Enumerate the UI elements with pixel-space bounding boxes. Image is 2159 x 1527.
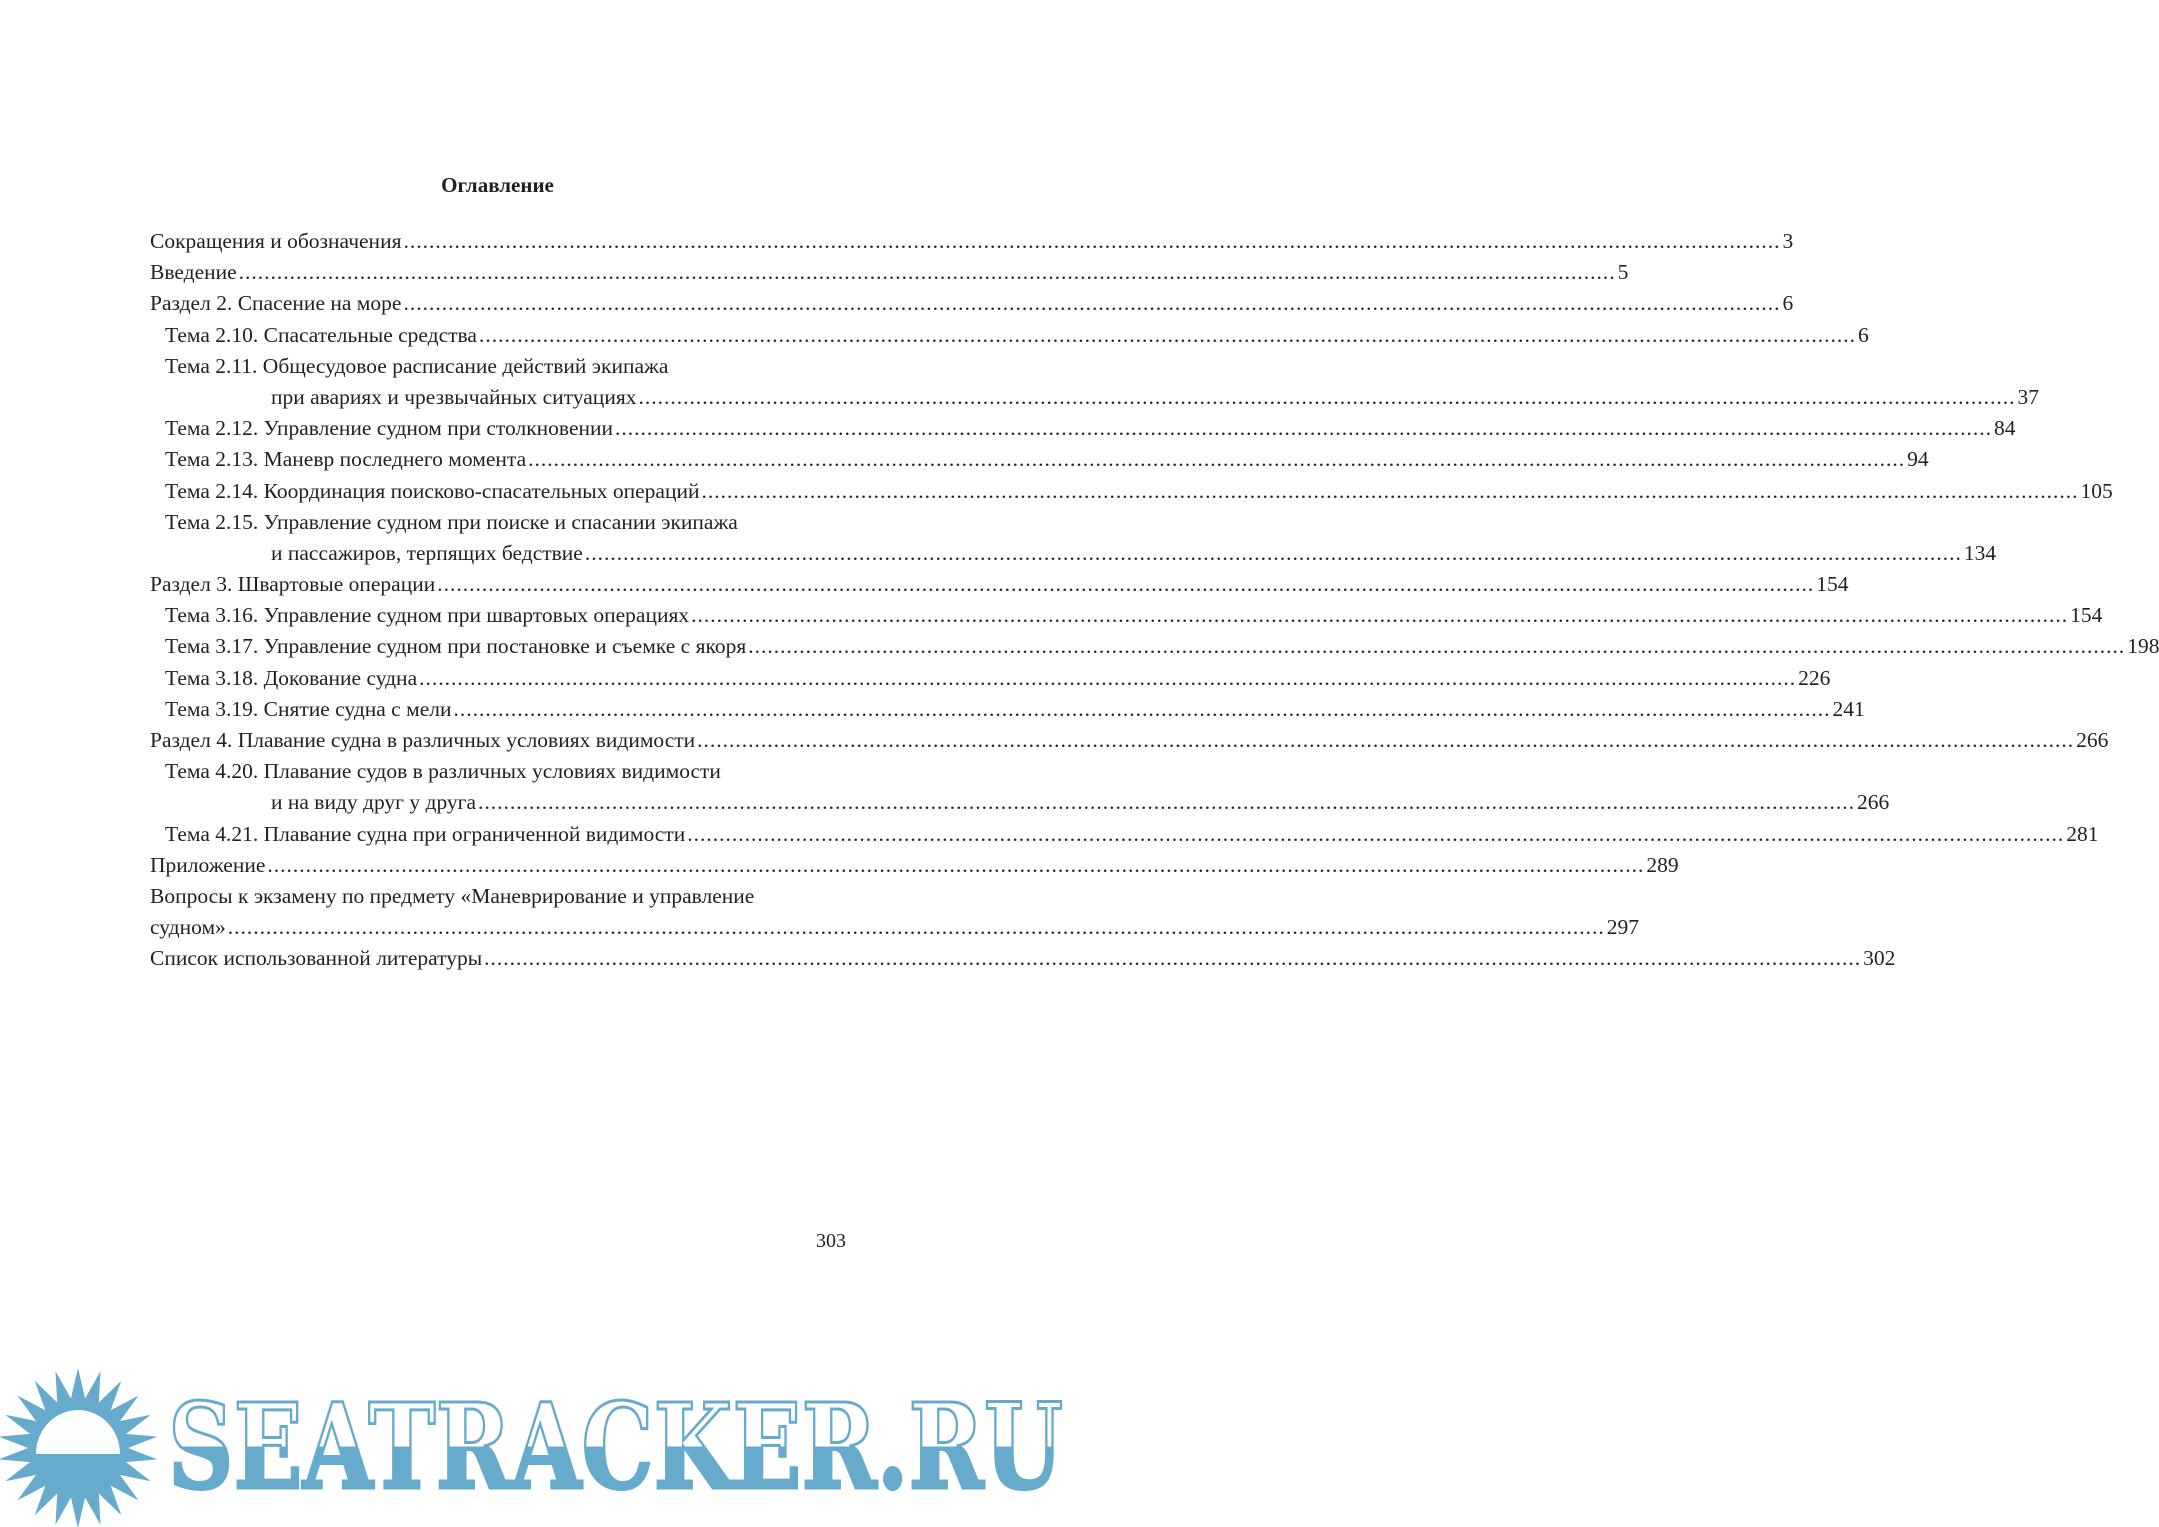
toc-entry-page: 302 [1863, 946, 1896, 971]
toc-entry[interactable] [150, 291, 1794, 322]
dot-leader [453, 697, 1830, 722]
toc-entry[interactable] [150, 260, 1629, 291]
toc-entry[interactable] [150, 728, 2109, 759]
toc-entry-title: Тема 2.14. Координация поисково-спасательных операций [165, 478, 700, 503]
dot-leader [228, 915, 1605, 940]
watermark-text: SEATRACKER.RU [168, 1377, 1063, 1516]
toc-entry-page: 84 [1994, 416, 2016, 441]
dot-leader [478, 790, 1855, 815]
toc-entry-page: 5 [1617, 260, 1629, 285]
toc-entry-page: 266 [2076, 728, 2109, 752]
toc-entry-title: Тема 2.13. Маневр последнего момента [165, 447, 527, 472]
toc-entry-title: Тема 2.10. Спасательные средства [165, 322, 477, 347]
sun-icon [0, 1368, 157, 1527]
toc-entry[interactable] [150, 354, 846, 385]
toc-entry[interactable] [150, 322, 1869, 354]
table-of-contents [150, 229, 2159, 978]
toc-entry[interactable] [150, 510, 846, 541]
dot-leader [419, 666, 1796, 691]
toc-entry-page: 266 [1857, 790, 1890, 815]
toc-entry[interactable] [150, 852, 1679, 884]
toc-entry-page: 6 [1782, 291, 1794, 316]
toc-entry-title: Тема 3.17. Управление судном при постановке и съемке с якоря [165, 634, 747, 659]
toc-entry[interactable] [150, 603, 2103, 634]
toc-entry[interactable] [150, 478, 2113, 510]
dot-leader [687, 822, 2064, 847]
toc-entry-title: Приложение [150, 852, 266, 877]
dot-leader [239, 260, 1616, 285]
toc-entry-page: 154 [1816, 572, 1849, 597]
toc-entry-title: Тема 4.20. Плавание судов в различных условиях видимости [165, 759, 721, 784]
dot-leader [615, 416, 1992, 441]
dot-leader [585, 541, 1962, 566]
toc-entry[interactable] [150, 384, 2039, 416]
toc-entry[interactable] [150, 790, 1890, 821]
toc-entry-title: Сокращения и обозначения [150, 229, 402, 253]
toc-entry[interactable] [150, 572, 1849, 603]
toc-entry-page: 226 [1798, 665, 1831, 690]
dot-leader [403, 229, 1780, 254]
toc-entry-title: Тема 2.11. Общесудовое расписание действий экипажа [165, 353, 669, 378]
toc-entry-title: Раздел 4. Плавание судна в различных условиях видимости [150, 728, 696, 752]
toc-entry[interactable] [150, 759, 846, 790]
toc-entry-page: 6 [1857, 322, 1869, 347]
toc-entry-page: 3 [1782, 229, 1794, 253]
toc-entry-page: 198 [2127, 634, 2159, 659]
dot-leader [479, 323, 1856, 348]
toc-entry-title: Тема 2.15. Управление судном при поиске и спасании экипажа [165, 509, 738, 534]
toc-entry[interactable] [150, 821, 2099, 853]
toc-entry-title: судном» [150, 915, 226, 940]
toc-entry-title: Тема 3.19. Снятие судна с мели [165, 696, 452, 721]
toc-entry-page: 94 [1907, 447, 1929, 472]
toc-entry-page: 105 [2080, 478, 2113, 503]
toc-entry-title: Тема 3.18. Докование судна [165, 665, 418, 690]
toc-entry-page: 154 [2070, 603, 2103, 628]
toc-entry[interactable] [150, 696, 1865, 728]
dot-leader [748, 634, 2125, 659]
dot-leader [691, 603, 2068, 628]
toc-entry-title: Введение [150, 260, 237, 285]
dot-leader [638, 385, 2015, 410]
toc-entry-page: 289 [1646, 852, 1679, 877]
dot-leader [528, 447, 1905, 472]
toc-entry-title: Раздел 2. Спасение на море [150, 291, 402, 316]
toc-entry-title: Раздел 3. Швартовые операции [150, 572, 436, 597]
dot-leader [437, 572, 1814, 597]
dot-leader [403, 291, 1780, 316]
toc-entry[interactable] [150, 946, 1896, 977]
dot-leader [697, 728, 2074, 753]
toc-entry-page: 281 [2066, 821, 2099, 846]
toc-entry-title: при авариях и чрезвычайных ситуациях [271, 384, 637, 409]
toc-entry-title: Вопросы к экзамену по предмету «Маневрирование и управление [150, 883, 755, 908]
toc-entry[interactable] [150, 447, 1929, 478]
dot-leader [484, 946, 1861, 971]
toc-entry-title: и пассажиров, терпящих бедствие [271, 540, 583, 565]
toc-entry-page: 37 [2017, 384, 2039, 409]
toc-entry-title: Тема 3.16. Управление судном при швартовых операциях [165, 603, 690, 628]
seatracker-watermark-logo [0, 1368, 1080, 1527]
toc-entry[interactable] [150, 229, 1794, 260]
toc-entry[interactable] [150, 540, 1997, 572]
toc-entry-title: Тема 2.12. Управление судном при столкновении [165, 416, 614, 441]
dot-leader [701, 479, 2078, 504]
toc-entry-title: и на виду друг у друга [271, 790, 477, 815]
toc-entry-title: Тема 4.21. Плавание судна при ограниченной видимости [165, 821, 686, 846]
toc-entry-page: 134 [1963, 540, 1997, 565]
toc-entry-page: 297 [1606, 915, 1640, 940]
toc-entry[interactable] [150, 884, 846, 915]
page-title: Оглавление [441, 173, 554, 197]
toc-entry[interactable] [150, 665, 1831, 697]
dot-leader [267, 853, 1644, 878]
toc-entry[interactable] [150, 416, 2016, 447]
toc-entry-page: 241 [1832, 696, 1865, 721]
page-number: 303 [816, 1230, 846, 1252]
toc-entry-title: Список использованной литературы [150, 946, 483, 971]
toc-entry[interactable] [150, 915, 1640, 946]
toc-entry[interactable] [150, 634, 2159, 665]
